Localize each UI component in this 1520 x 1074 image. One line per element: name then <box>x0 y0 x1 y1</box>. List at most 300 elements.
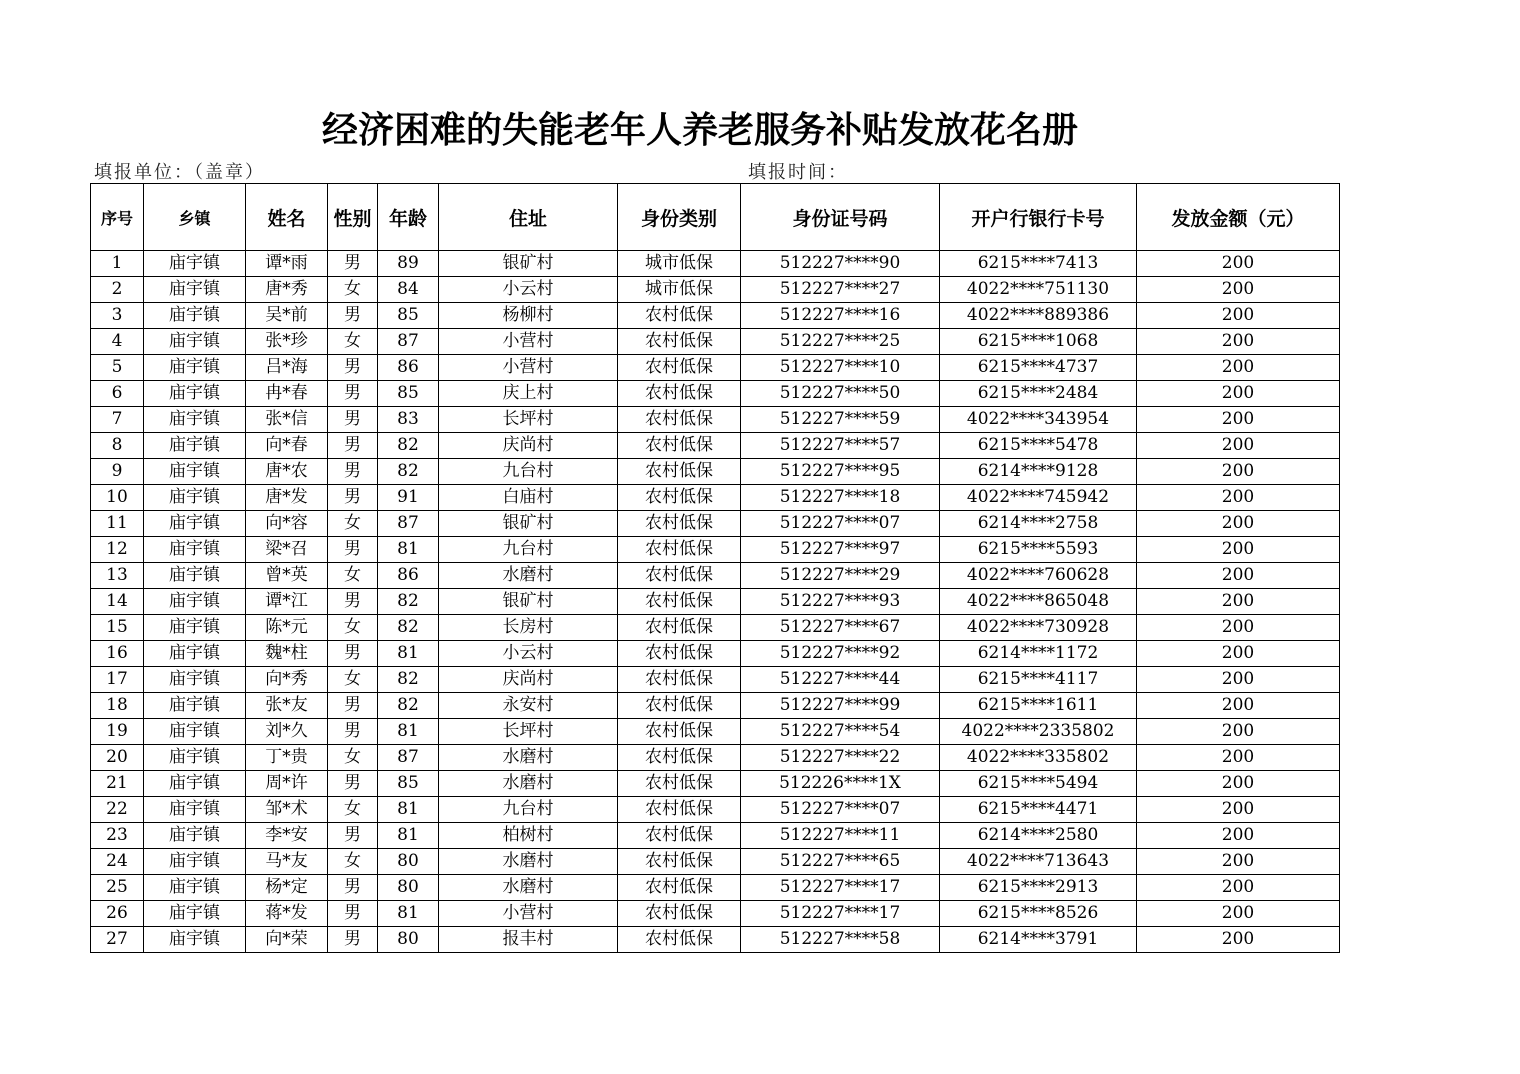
cell-town: 庙宇镇 <box>144 563 246 589</box>
cell-index: 11 <box>91 511 144 537</box>
cell-name: 杨*定 <box>246 875 328 901</box>
cell-age: 82 <box>378 667 439 693</box>
cell-amount: 200 <box>1137 615 1340 641</box>
cell-name: 向*荣 <box>246 927 328 953</box>
cell-identity-type: 农村低保 <box>618 667 741 693</box>
cell-id-number: 512227****67 <box>741 615 940 641</box>
table-row <box>91 719 1340 745</box>
cell-town: 庙宇镇 <box>144 407 246 433</box>
cell-amount: 200 <box>1137 927 1340 953</box>
cell-town: 庙宇镇 <box>144 511 246 537</box>
cell-index: 23 <box>91 823 144 849</box>
cell-name: 唐*农 <box>246 459 328 485</box>
table-row <box>91 641 1340 667</box>
cell-id-number: 512227****11 <box>741 823 940 849</box>
cell-address: 水磨村 <box>439 563 618 589</box>
cell-id-number: 512227****25 <box>741 329 940 355</box>
cell-age: 80 <box>378 875 439 901</box>
cell-town: 庙宇镇 <box>144 433 246 459</box>
cell-id-number: 512227****29 <box>741 563 940 589</box>
cell-index: 17 <box>91 667 144 693</box>
cell-amount: 200 <box>1137 875 1340 901</box>
cell-bank-card: 6215****4117 <box>940 667 1137 693</box>
header-index: 序号 <box>91 184 144 251</box>
header-id-number: 身份证号码 <box>741 184 940 251</box>
cell-id-number: 512227****17 <box>741 901 940 927</box>
cell-index: 4 <box>91 329 144 355</box>
cell-amount: 200 <box>1137 407 1340 433</box>
cell-identity-type: 农村低保 <box>618 615 741 641</box>
cell-id-number: 512227****90 <box>741 251 940 277</box>
table-row <box>91 667 1340 693</box>
cell-index: 3 <box>91 303 144 329</box>
cell-identity-type: 农村低保 <box>618 823 741 849</box>
cell-name: 向*春 <box>246 433 328 459</box>
cell-bank-card: 6215****5478 <box>940 433 1137 459</box>
cell-bank-card: 6214****9128 <box>940 459 1137 485</box>
table-row <box>91 745 1340 771</box>
cell-gender: 男 <box>328 719 378 745</box>
cell-age: 84 <box>378 277 439 303</box>
cell-amount: 200 <box>1137 745 1340 771</box>
cell-index: 26 <box>91 901 144 927</box>
cell-amount: 200 <box>1137 849 1340 875</box>
cell-address: 小云村 <box>439 641 618 667</box>
header-address: 住址 <box>439 184 618 251</box>
cell-identity-type: 农村低保 <box>618 589 741 615</box>
table-row <box>91 511 1340 537</box>
cell-bank-card: 6214****2580 <box>940 823 1137 849</box>
cell-address: 水磨村 <box>439 745 618 771</box>
cell-identity-type: 农村低保 <box>618 381 741 407</box>
header-age: 年龄 <box>378 184 439 251</box>
cell-identity-type: 农村低保 <box>618 693 741 719</box>
cell-name: 向*秀 <box>246 667 328 693</box>
cell-gender: 男 <box>328 303 378 329</box>
cell-identity-type: 农村低保 <box>618 745 741 771</box>
cell-address: 银矿村 <box>439 251 618 277</box>
cell-age: 81 <box>378 537 439 563</box>
cell-index: 5 <box>91 355 144 381</box>
cell-gender: 女 <box>328 329 378 355</box>
cell-address: 小云村 <box>439 277 618 303</box>
cell-gender: 男 <box>328 459 378 485</box>
cell-gender: 男 <box>328 407 378 433</box>
cell-address: 庆上村 <box>439 381 618 407</box>
cell-age: 82 <box>378 615 439 641</box>
cell-amount: 200 <box>1137 511 1340 537</box>
cell-name: 蒋*发 <box>246 901 328 927</box>
cell-identity-type: 农村低保 <box>618 797 741 823</box>
cell-address: 长坪村 <box>439 407 618 433</box>
cell-name: 梁*召 <box>246 537 328 563</box>
cell-bank-card: 6215****4471 <box>940 797 1137 823</box>
table-row <box>91 251 1340 277</box>
reporting-time-label: 填报时间： <box>748 162 848 183</box>
cell-address: 小营村 <box>439 329 618 355</box>
cell-identity-type: 农村低保 <box>618 771 741 797</box>
table-row <box>91 589 1340 615</box>
cell-town: 庙宇镇 <box>144 251 246 277</box>
cell-town: 庙宇镇 <box>144 459 246 485</box>
cell-age: 87 <box>378 745 439 771</box>
cell-gender: 男 <box>328 381 378 407</box>
cell-name: 刘*久 <box>246 719 328 745</box>
cell-amount: 200 <box>1137 667 1340 693</box>
cell-index: 6 <box>91 381 144 407</box>
cell-town: 庙宇镇 <box>144 485 246 511</box>
cell-age: 87 <box>378 329 439 355</box>
table-row <box>91 433 1340 459</box>
cell-index: 10 <box>91 485 144 511</box>
cell-gender: 男 <box>328 771 378 797</box>
cell-id-number: 512227****18 <box>741 485 940 511</box>
cell-index: 2 <box>91 277 144 303</box>
cell-id-number: 512227****50 <box>741 381 940 407</box>
cell-index: 25 <box>91 875 144 901</box>
cell-index: 18 <box>91 693 144 719</box>
cell-age: 81 <box>378 719 439 745</box>
cell-name: 张*珍 <box>246 329 328 355</box>
cell-gender: 男 <box>328 589 378 615</box>
cell-address: 九台村 <box>439 537 618 563</box>
cell-id-number: 512227****17 <box>741 875 940 901</box>
cell-bank-card: 6215****1068 <box>940 329 1137 355</box>
cell-index: 21 <box>91 771 144 797</box>
cell-gender: 男 <box>328 485 378 511</box>
cell-age: 80 <box>378 927 439 953</box>
cell-identity-type: 城市低保 <box>618 251 741 277</box>
cell-age: 82 <box>378 693 439 719</box>
cell-town: 庙宇镇 <box>144 355 246 381</box>
cell-name: 曾*英 <box>246 563 328 589</box>
cell-age: 81 <box>378 641 439 667</box>
cell-id-number: 512227****07 <box>741 797 940 823</box>
cell-age: 82 <box>378 459 439 485</box>
cell-gender: 女 <box>328 277 378 303</box>
cell-id-number: 512227****44 <box>741 667 940 693</box>
cell-index: 19 <box>91 719 144 745</box>
cell-identity-type: 农村低保 <box>618 927 741 953</box>
cell-bank-card: 4022****2335802 <box>940 719 1137 745</box>
cell-amount: 200 <box>1137 823 1340 849</box>
cell-name: 谭*江 <box>246 589 328 615</box>
cell-age: 85 <box>378 303 439 329</box>
cell-age: 81 <box>378 901 439 927</box>
cell-amount: 200 <box>1137 329 1340 355</box>
cell-identity-type: 农村低保 <box>618 485 741 511</box>
cell-bank-card: 4022****343954 <box>940 407 1137 433</box>
cell-age: 86 <box>378 355 439 381</box>
cell-amount: 200 <box>1137 901 1340 927</box>
cell-id-number: 512227****92 <box>741 641 940 667</box>
cell-bank-card: 6214****3791 <box>940 927 1137 953</box>
cell-town: 庙宇镇 <box>144 667 246 693</box>
cell-name: 张*友 <box>246 693 328 719</box>
cell-identity-type: 农村低保 <box>618 719 741 745</box>
cell-gender: 女 <box>328 667 378 693</box>
cell-gender: 女 <box>328 563 378 589</box>
table-row <box>91 901 1340 927</box>
cell-name: 周*许 <box>246 771 328 797</box>
cell-index: 16 <box>91 641 144 667</box>
header-gender: 性别 <box>328 184 378 251</box>
cell-identity-type: 农村低保 <box>618 849 741 875</box>
cell-age: 80 <box>378 849 439 875</box>
table-row <box>91 485 1340 511</box>
cell-index: 1 <box>91 251 144 277</box>
cell-name: 魏*柱 <box>246 641 328 667</box>
header-town: 乡镇 <box>144 184 246 251</box>
cell-gender: 男 <box>328 641 378 667</box>
cell-address: 白庙村 <box>439 485 618 511</box>
header-name: 姓名 <box>246 184 328 251</box>
cell-bank-card: 6215****2484 <box>940 381 1137 407</box>
cell-index: 14 <box>91 589 144 615</box>
cell-bank-card: 6215****5593 <box>940 537 1137 563</box>
cell-address: 九台村 <box>439 797 618 823</box>
cell-index: 20 <box>91 745 144 771</box>
cell-address: 永安村 <box>439 693 618 719</box>
cell-identity-type: 城市低保 <box>618 277 741 303</box>
cell-address: 长坪村 <box>439 719 618 745</box>
cell-bank-card: 6215****7413 <box>940 251 1137 277</box>
cell-id-number: 512227****54 <box>741 719 940 745</box>
cell-address: 庆尚村 <box>439 433 618 459</box>
cell-age: 86 <box>378 563 439 589</box>
cell-id-number: 512227****93 <box>741 589 940 615</box>
cell-gender: 男 <box>328 537 378 563</box>
cell-index: 8 <box>91 433 144 459</box>
table-row <box>91 797 1340 823</box>
cell-gender: 男 <box>328 823 378 849</box>
cell-index: 15 <box>91 615 144 641</box>
cell-identity-type: 农村低保 <box>618 511 741 537</box>
cell-name: 张*信 <box>246 407 328 433</box>
cell-town: 庙宇镇 <box>144 381 246 407</box>
cell-name: 陈*元 <box>246 615 328 641</box>
cell-amount: 200 <box>1137 537 1340 563</box>
cell-index: 22 <box>91 797 144 823</box>
cell-name: 唐*发 <box>246 485 328 511</box>
cell-address: 银矿村 <box>439 589 618 615</box>
cell-gender: 女 <box>328 511 378 537</box>
cell-identity-type: 农村低保 <box>618 329 741 355</box>
header-amount: 发放金额（元） <box>1137 184 1340 251</box>
cell-amount: 200 <box>1137 693 1340 719</box>
cell-address: 小营村 <box>439 901 618 927</box>
cell-bank-card: 6215****4737 <box>940 355 1137 381</box>
table-row <box>91 615 1340 641</box>
cell-bank-card: 4022****730928 <box>940 615 1137 641</box>
cell-bank-card: 6215****8526 <box>940 901 1137 927</box>
table-row <box>91 355 1340 381</box>
cell-index: 24 <box>91 849 144 875</box>
cell-bank-card: 6215****2913 <box>940 875 1137 901</box>
cell-name: 向*容 <box>246 511 328 537</box>
cell-town: 庙宇镇 <box>144 771 246 797</box>
cell-gender: 女 <box>328 745 378 771</box>
cell-identity-type: 农村低保 <box>618 433 741 459</box>
cell-address: 水磨村 <box>439 849 618 875</box>
cell-gender: 女 <box>328 615 378 641</box>
cell-town: 庙宇镇 <box>144 901 246 927</box>
cell-identity-type: 农村低保 <box>618 875 741 901</box>
cell-bank-card: 4022****335802 <box>940 745 1137 771</box>
document-title: 经济困难的失能老年人养老服务补贴发放花名册 <box>321 110 1078 151</box>
cell-town: 庙宇镇 <box>144 303 246 329</box>
cell-town: 庙宇镇 <box>144 277 246 303</box>
reporting-unit-label: 填报单位：（盖章） <box>94 162 265 183</box>
table-row <box>91 823 1340 849</box>
cell-id-number: 512227****16 <box>741 303 940 329</box>
cell-identity-type: 农村低保 <box>618 901 741 927</box>
table-row <box>91 875 1340 901</box>
cell-gender: 男 <box>328 433 378 459</box>
table-row <box>91 563 1340 589</box>
cell-gender: 男 <box>328 901 378 927</box>
cell-name: 谭*雨 <box>246 251 328 277</box>
cell-age: 81 <box>378 797 439 823</box>
cell-town: 庙宇镇 <box>144 641 246 667</box>
cell-identity-type: 农村低保 <box>618 407 741 433</box>
table-row <box>91 407 1340 433</box>
cell-town: 庙宇镇 <box>144 719 246 745</box>
cell-age: 83 <box>378 407 439 433</box>
cell-bank-card: 4022****751130 <box>940 277 1137 303</box>
cell-town: 庙宇镇 <box>144 927 246 953</box>
cell-gender: 男 <box>328 251 378 277</box>
cell-identity-type: 农村低保 <box>618 563 741 589</box>
cell-town: 庙宇镇 <box>144 797 246 823</box>
cell-amount: 200 <box>1137 641 1340 667</box>
cell-id-number: 512227****99 <box>741 693 940 719</box>
cell-amount: 200 <box>1137 303 1340 329</box>
cell-index: 12 <box>91 537 144 563</box>
cell-address: 小营村 <box>439 355 618 381</box>
cell-address: 水磨村 <box>439 875 618 901</box>
cell-id-number: 512227****97 <box>741 537 940 563</box>
cell-town: 庙宇镇 <box>144 849 246 875</box>
cell-bank-card: 6215****5494 <box>940 771 1137 797</box>
roster-table <box>90 183 1340 953</box>
cell-address: 长房村 <box>439 615 618 641</box>
cell-amount: 200 <box>1137 459 1340 485</box>
cell-amount: 200 <box>1137 355 1340 381</box>
cell-name: 马*友 <box>246 849 328 875</box>
cell-address: 银矿村 <box>439 511 618 537</box>
cell-bank-card: 4022****760628 <box>940 563 1137 589</box>
cell-town: 庙宇镇 <box>144 329 246 355</box>
cell-name: 吕*海 <box>246 355 328 381</box>
cell-age: 85 <box>378 381 439 407</box>
table-row <box>91 927 1340 953</box>
cell-amount: 200 <box>1137 797 1340 823</box>
cell-id-number: 512227****58 <box>741 927 940 953</box>
table-row <box>91 329 1340 355</box>
table-row <box>91 381 1340 407</box>
cell-id-number: 512227****27 <box>741 277 940 303</box>
cell-town: 庙宇镇 <box>144 589 246 615</box>
cell-amount: 200 <box>1137 771 1340 797</box>
cell-age: 87 <box>378 511 439 537</box>
cell-age: 81 <box>378 823 439 849</box>
cell-amount: 200 <box>1137 563 1340 589</box>
cell-age: 82 <box>378 589 439 615</box>
cell-index: 27 <box>91 927 144 953</box>
cell-id-number: 512227****57 <box>741 433 940 459</box>
cell-address: 九台村 <box>439 459 618 485</box>
table-row <box>91 459 1340 485</box>
cell-age: 85 <box>378 771 439 797</box>
cell-amount: 200 <box>1137 251 1340 277</box>
cell-identity-type: 农村低保 <box>618 303 741 329</box>
table-row <box>91 303 1340 329</box>
cell-town: 庙宇镇 <box>144 615 246 641</box>
cell-id-number: 512226****1X <box>741 771 940 797</box>
cell-bank-card: 4022****713643 <box>940 849 1137 875</box>
table-row <box>91 771 1340 797</box>
cell-name: 吴*前 <box>246 303 328 329</box>
table-header-row <box>91 184 1340 251</box>
cell-gender: 女 <box>328 797 378 823</box>
cell-name: 丁*贵 <box>246 745 328 771</box>
cell-gender: 男 <box>328 355 378 381</box>
cell-amount: 200 <box>1137 433 1340 459</box>
cell-id-number: 512227****10 <box>741 355 940 381</box>
table-row <box>91 537 1340 563</box>
cell-index: 7 <box>91 407 144 433</box>
cell-bank-card: 6215****1611 <box>940 693 1137 719</box>
cell-amount: 200 <box>1137 277 1340 303</box>
cell-gender: 女 <box>328 849 378 875</box>
cell-gender: 男 <box>328 927 378 953</box>
cell-address: 水磨村 <box>439 771 618 797</box>
cell-id-number: 512227****59 <box>741 407 940 433</box>
cell-gender: 男 <box>328 693 378 719</box>
table-row <box>91 277 1340 303</box>
cell-index: 13 <box>91 563 144 589</box>
cell-id-number: 512227****07 <box>741 511 940 537</box>
cell-id-number: 512227****22 <box>741 745 940 771</box>
cell-amount: 200 <box>1137 589 1340 615</box>
cell-address: 庆尚村 <box>439 667 618 693</box>
cell-age: 91 <box>378 485 439 511</box>
table-body <box>91 251 1340 953</box>
cell-name: 唐*秀 <box>246 277 328 303</box>
header-identity-type: 身份类别 <box>618 184 741 251</box>
cell-town: 庙宇镇 <box>144 875 246 901</box>
table-row <box>91 693 1340 719</box>
cell-amount: 200 <box>1137 381 1340 407</box>
cell-name: 邹*术 <box>246 797 328 823</box>
cell-identity-type: 农村低保 <box>618 537 741 563</box>
cell-town: 庙宇镇 <box>144 823 246 849</box>
cell-identity-type: 农村低保 <box>618 641 741 667</box>
header-bank-card: 开户行银行卡号 <box>940 184 1137 251</box>
cell-address: 报丰村 <box>439 927 618 953</box>
cell-address: 柏树村 <box>439 823 618 849</box>
cell-index: 9 <box>91 459 144 485</box>
cell-bank-card: 6214****1172 <box>940 641 1137 667</box>
cell-town: 庙宇镇 <box>144 537 246 563</box>
cell-town: 庙宇镇 <box>144 693 246 719</box>
cell-name: 冉*春 <box>246 381 328 407</box>
cell-address: 杨柳村 <box>439 303 618 329</box>
cell-bank-card: 4022****889386 <box>940 303 1137 329</box>
cell-gender: 男 <box>328 875 378 901</box>
cell-bank-card: 4022****745942 <box>940 485 1137 511</box>
